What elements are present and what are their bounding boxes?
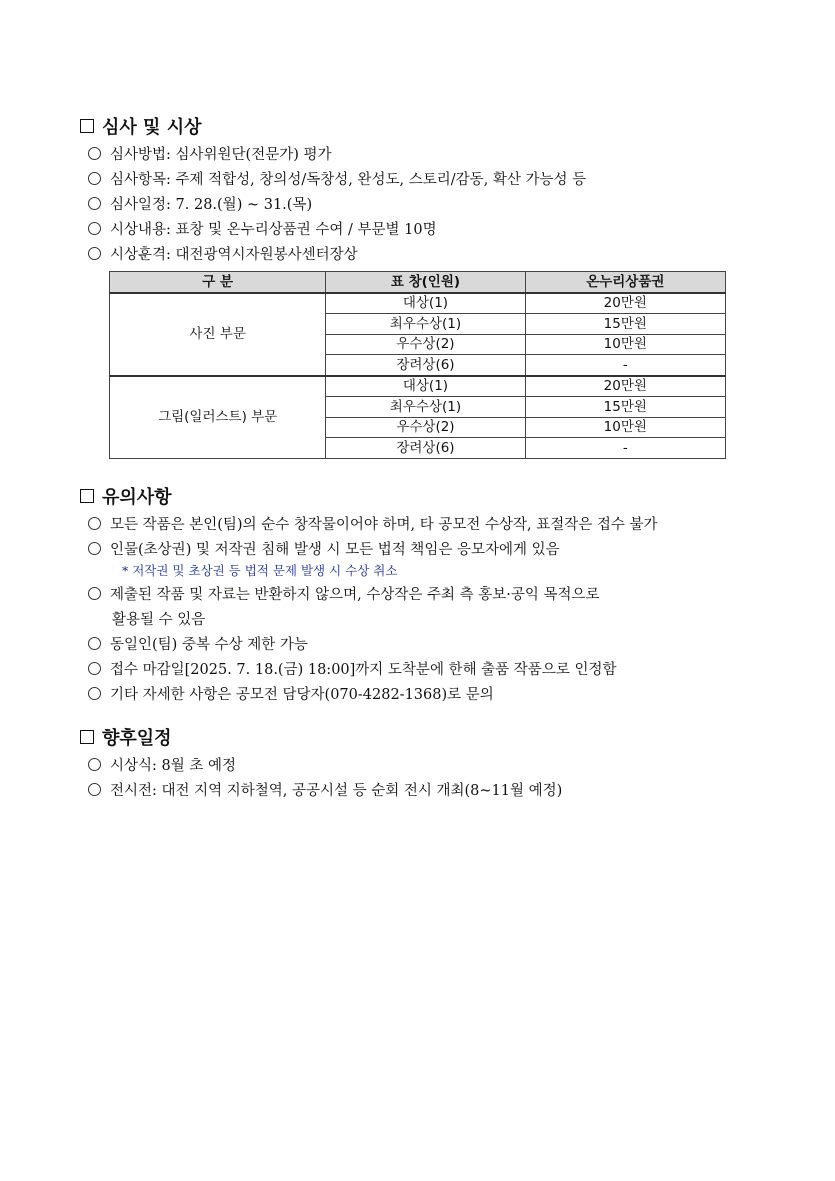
table-row bbox=[110, 376, 726, 397]
circle-bullet-icon bbox=[88, 517, 101, 530]
award-cell: 최우수상(1) bbox=[326, 397, 525, 418]
voucher-cell: - bbox=[525, 355, 725, 376]
circle-bullet-icon bbox=[88, 197, 101, 210]
circle-bullet-icon bbox=[88, 147, 101, 160]
list-item: 제출된 작품 및 자료는 반환하지 않으며, 수상작은 주최 측 홍보·공익 목적으로 bbox=[88, 583, 600, 604]
award-cell: 장려상(6) bbox=[326, 438, 525, 459]
list-item: 동일인(팀) 중복 수상 제한 가능 bbox=[88, 633, 308, 654]
section-title: 유의사항 bbox=[102, 487, 172, 508]
footnote-note: * 저작권 및 초상권 등 법적 문제 발생 시 수상 취소 bbox=[122, 563, 398, 578]
list-item: 접수 마감일[2025. 7. 18.(금) 18:00]까지 도착분에 한해 출품 작품으로 인정함 bbox=[88, 658, 616, 679]
checkbox-square-icon bbox=[80, 119, 94, 133]
table-header-voucher: 온누리상품권 bbox=[525, 272, 725, 293]
voucher-cell: - bbox=[525, 438, 725, 459]
voucher-cell: 20만원 bbox=[525, 293, 725, 314]
list-item: 심사방법: 심사위원단(전문가) 평가 bbox=[88, 143, 332, 164]
voucher-cell: 15만원 bbox=[525, 397, 725, 418]
table-header-award: 표 창(인원) bbox=[326, 272, 525, 293]
circle-bullet-icon bbox=[88, 542, 101, 555]
circle-bullet-icon bbox=[88, 783, 101, 796]
circle-bullet-icon bbox=[88, 758, 101, 771]
group-name-photo: 사진 부문 bbox=[110, 293, 326, 376]
table-row bbox=[110, 293, 726, 314]
circle-bullet-icon bbox=[88, 247, 101, 260]
award-cell: 우수상(2) bbox=[326, 417, 525, 438]
list-item: 인물(초상권) 및 저작권 침해 발생 시 모든 법적 책임은 응모자에게 있음 bbox=[88, 538, 560, 559]
award-cell: 대상(1) bbox=[326, 376, 525, 397]
list-item: 시상식: 8월 초 예정 bbox=[88, 754, 236, 775]
award-table bbox=[109, 271, 726, 459]
list-item: 모든 작품은 본인(팀)의 순수 창작물이어야 하며, 타 공모전 수상작, 표절작은 접수 불가 bbox=[88, 513, 657, 534]
circle-bullet-icon bbox=[88, 687, 101, 700]
table-header-category: 구 분 bbox=[110, 272, 326, 293]
voucher-cell: 10만원 bbox=[525, 334, 725, 355]
list-item: 시상내용: 표창 및 온누리상품권 수여 / 부문별 10명 bbox=[88, 218, 437, 239]
award-cell: 우수상(2) bbox=[326, 334, 525, 355]
section-title: 심사 및 시상 bbox=[102, 117, 202, 138]
group-name-illustration: 그림(일러스트) 부문 bbox=[110, 376, 326, 459]
checkbox-square-icon bbox=[80, 730, 94, 744]
circle-bullet-icon bbox=[88, 662, 101, 675]
voucher-cell: 20만원 bbox=[525, 376, 725, 397]
section-heading-notes bbox=[80, 483, 172, 509]
award-cell: 대상(1) bbox=[326, 293, 525, 314]
award-cell: 최우수상(1) bbox=[326, 314, 525, 335]
circle-bullet-icon bbox=[88, 587, 101, 600]
section-title: 향후일정 bbox=[102, 728, 172, 749]
circle-bullet-icon bbox=[88, 172, 101, 185]
checkbox-square-icon bbox=[80, 489, 94, 503]
list-item: 심사일정: 7. 28.(월) ~ 31.(목) bbox=[88, 193, 312, 214]
list-item-continuation: 활용될 수 있음 bbox=[112, 612, 206, 628]
circle-bullet-icon bbox=[88, 637, 101, 650]
table-header-row bbox=[110, 272, 726, 293]
list-item: 기타 자세한 사항은 공모전 담당자(070-4282-1368)로 문의 bbox=[88, 683, 494, 704]
voucher-cell: 15만원 bbox=[525, 314, 725, 335]
award-cell: 장려상(6) bbox=[326, 355, 525, 376]
list-item: 심사항목: 주제 적합성, 창의성/독창성, 완성도, 스토리/감동, 확산 가능성 등 bbox=[88, 168, 586, 189]
section-heading-schedule bbox=[80, 724, 172, 750]
section-heading-judging bbox=[80, 113, 201, 139]
list-item: 시상훈격: 대전광역시자원봉사센터장상 bbox=[88, 243, 358, 264]
voucher-cell: 10만원 bbox=[525, 417, 725, 438]
list-item: 전시전: 대전 지역 지하철역, 공공시설 등 순회 전시 개최(8~11월 예정) bbox=[88, 779, 562, 800]
circle-bullet-icon bbox=[88, 222, 101, 235]
